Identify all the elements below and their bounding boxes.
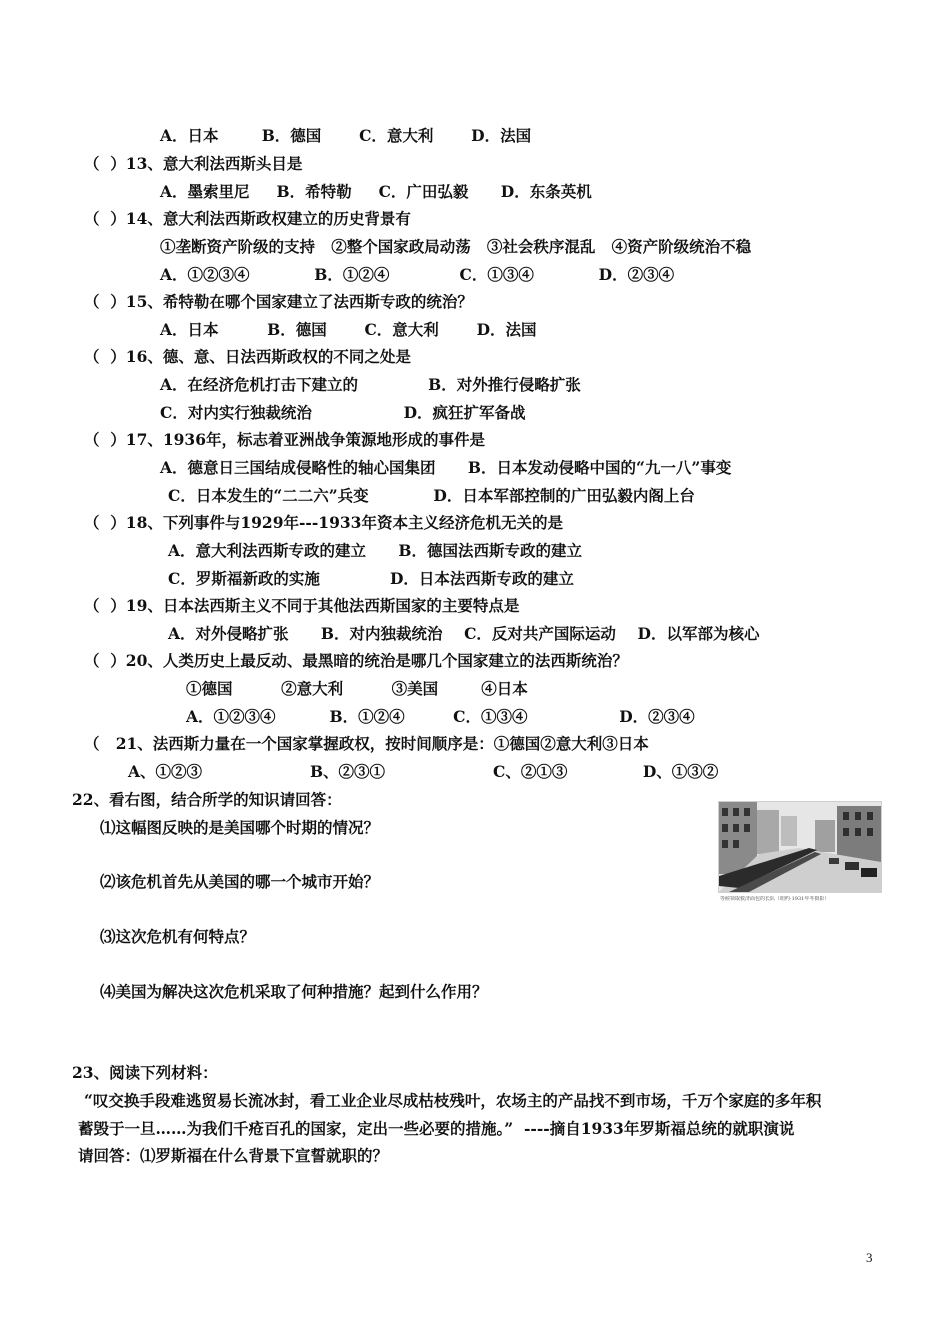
q21-stem: （ 21、法西斯力量在一个国家掌握政权，按时间顺序是：①德国②意大利③日本	[84, 734, 649, 753]
q19-options: A．对外侵略扩张 B．对内独裁统治 C．反对共产国际运动 D．以军部为核心	[168, 624, 760, 643]
q23-quote-line2: 蓄毁于一旦……为我们千疮百孔的国家，定出一些必要的措施。” ----摘自1933年罗斯福总统的就职演说	[78, 1119, 795, 1138]
q21-options: A、①②③ B、②③① C、②①③ D、①③②	[128, 762, 719, 781]
q22-title: 22、看右图，结合所学的知识请回答：	[72, 790, 342, 809]
q14-items: ①垄断资产阶级的支持 ②整个国家政局动荡 ③社会秩序混乱 ④资产阶级统治不稳	[160, 237, 752, 256]
q17-options-cd: C．日本发生的“二二六”兵变 D．日本军部控制的广田弘毅内阁上台	[168, 486, 695, 505]
q18-options-ab: A．意大利法西斯专政的建立 B．德国法西斯专政的建立	[168, 541, 583, 560]
page-number: 3	[866, 1250, 873, 1265]
q23-title: 23、阅读下列材料：	[72, 1063, 218, 1082]
q14-options: A．①②③④ B．①②④ C．①③④ D．②③④	[160, 265, 675, 284]
q13-options: A．墨索里尼 B．希特勒 C．广田弘毅 D．东条英机	[160, 182, 592, 201]
breadline-photo	[718, 801, 882, 893]
q22-sub3: ⑶这次危机有何特点？	[100, 927, 256, 946]
q17-stem: （ ）17、1936年，标志着亚洲战争策源地形成的事件是	[84, 430, 486, 449]
q22-sub2: ⑵该危机首先从美国的哪一个城市开始？	[100, 872, 380, 891]
q22-sub1: ⑴这幅图反映的是美国哪个时期的情况？	[100, 818, 380, 837]
q22-sub4: ⑷美国为解决这次危机采取了何种措施？起到什么作用？	[100, 982, 488, 1001]
q15-options: A．日本 B．德国 C．意大利 D．法国	[160, 320, 537, 339]
q23-quote-line1: “叹交换手段难逃贸易长流冰封，看工业企业尽成枯枝残叶，农场主的产品找不到市场，千万个家庭的多年积	[84, 1091, 822, 1110]
photo-caption: 等候领取救济面包的长队（纽约·1931年冬摄影）	[720, 896, 830, 902]
q23-sub1: 请回答：⑴罗斯福在什么背景下宣誓就职的？	[78, 1146, 389, 1165]
q20-options: A．①②③④ B．①②④ C．①③④ D．②③④	[186, 707, 695, 726]
q18-options-cd: C．罗斯福新政的实施 D．日本法西斯专政的建立	[168, 569, 574, 588]
q18-stem: （ ）18、下列事件与1929年---1933年资本主义经济危机无关的是	[84, 513, 563, 532]
q15-stem: （ ）15、希特勒在哪个国家建立了法西斯专政的统治？	[84, 292, 473, 311]
q20-stem: （ ）20、人类历史上最反动、最黑暗的统治是哪几个国家建立的法西斯统治？	[84, 651, 628, 670]
q16-options-cd: C．对内实行独裁统治 D．疯狂扩军备战	[160, 403, 526, 422]
q12-options: A．日本 B．德国 C．意大利 D．法国	[160, 126, 532, 145]
q13-stem: （ ）13、意大利法西斯头目是	[84, 154, 303, 173]
q16-stem: （ ）16、德、意、日法西斯政权的不同之处是	[84, 347, 411, 366]
q17-options-ab: A．德意日三国结成侵略性的轴心国集团 B．日本发动侵略中国的“九一八”事变	[160, 458, 732, 477]
q19-stem: （ ）19、日本法西斯主义不同于其他法西斯国家的主要特点是	[84, 596, 520, 615]
q16-options-ab: A．在经济危机打击下建立的 B．对外推行侵略扩张	[160, 375, 581, 394]
q20-items: ①德国 ②意大利 ③美国 ④日本	[186, 679, 528, 698]
q14-stem: （ ）14、意大利法西斯政权建立的历史背景有	[84, 209, 411, 228]
